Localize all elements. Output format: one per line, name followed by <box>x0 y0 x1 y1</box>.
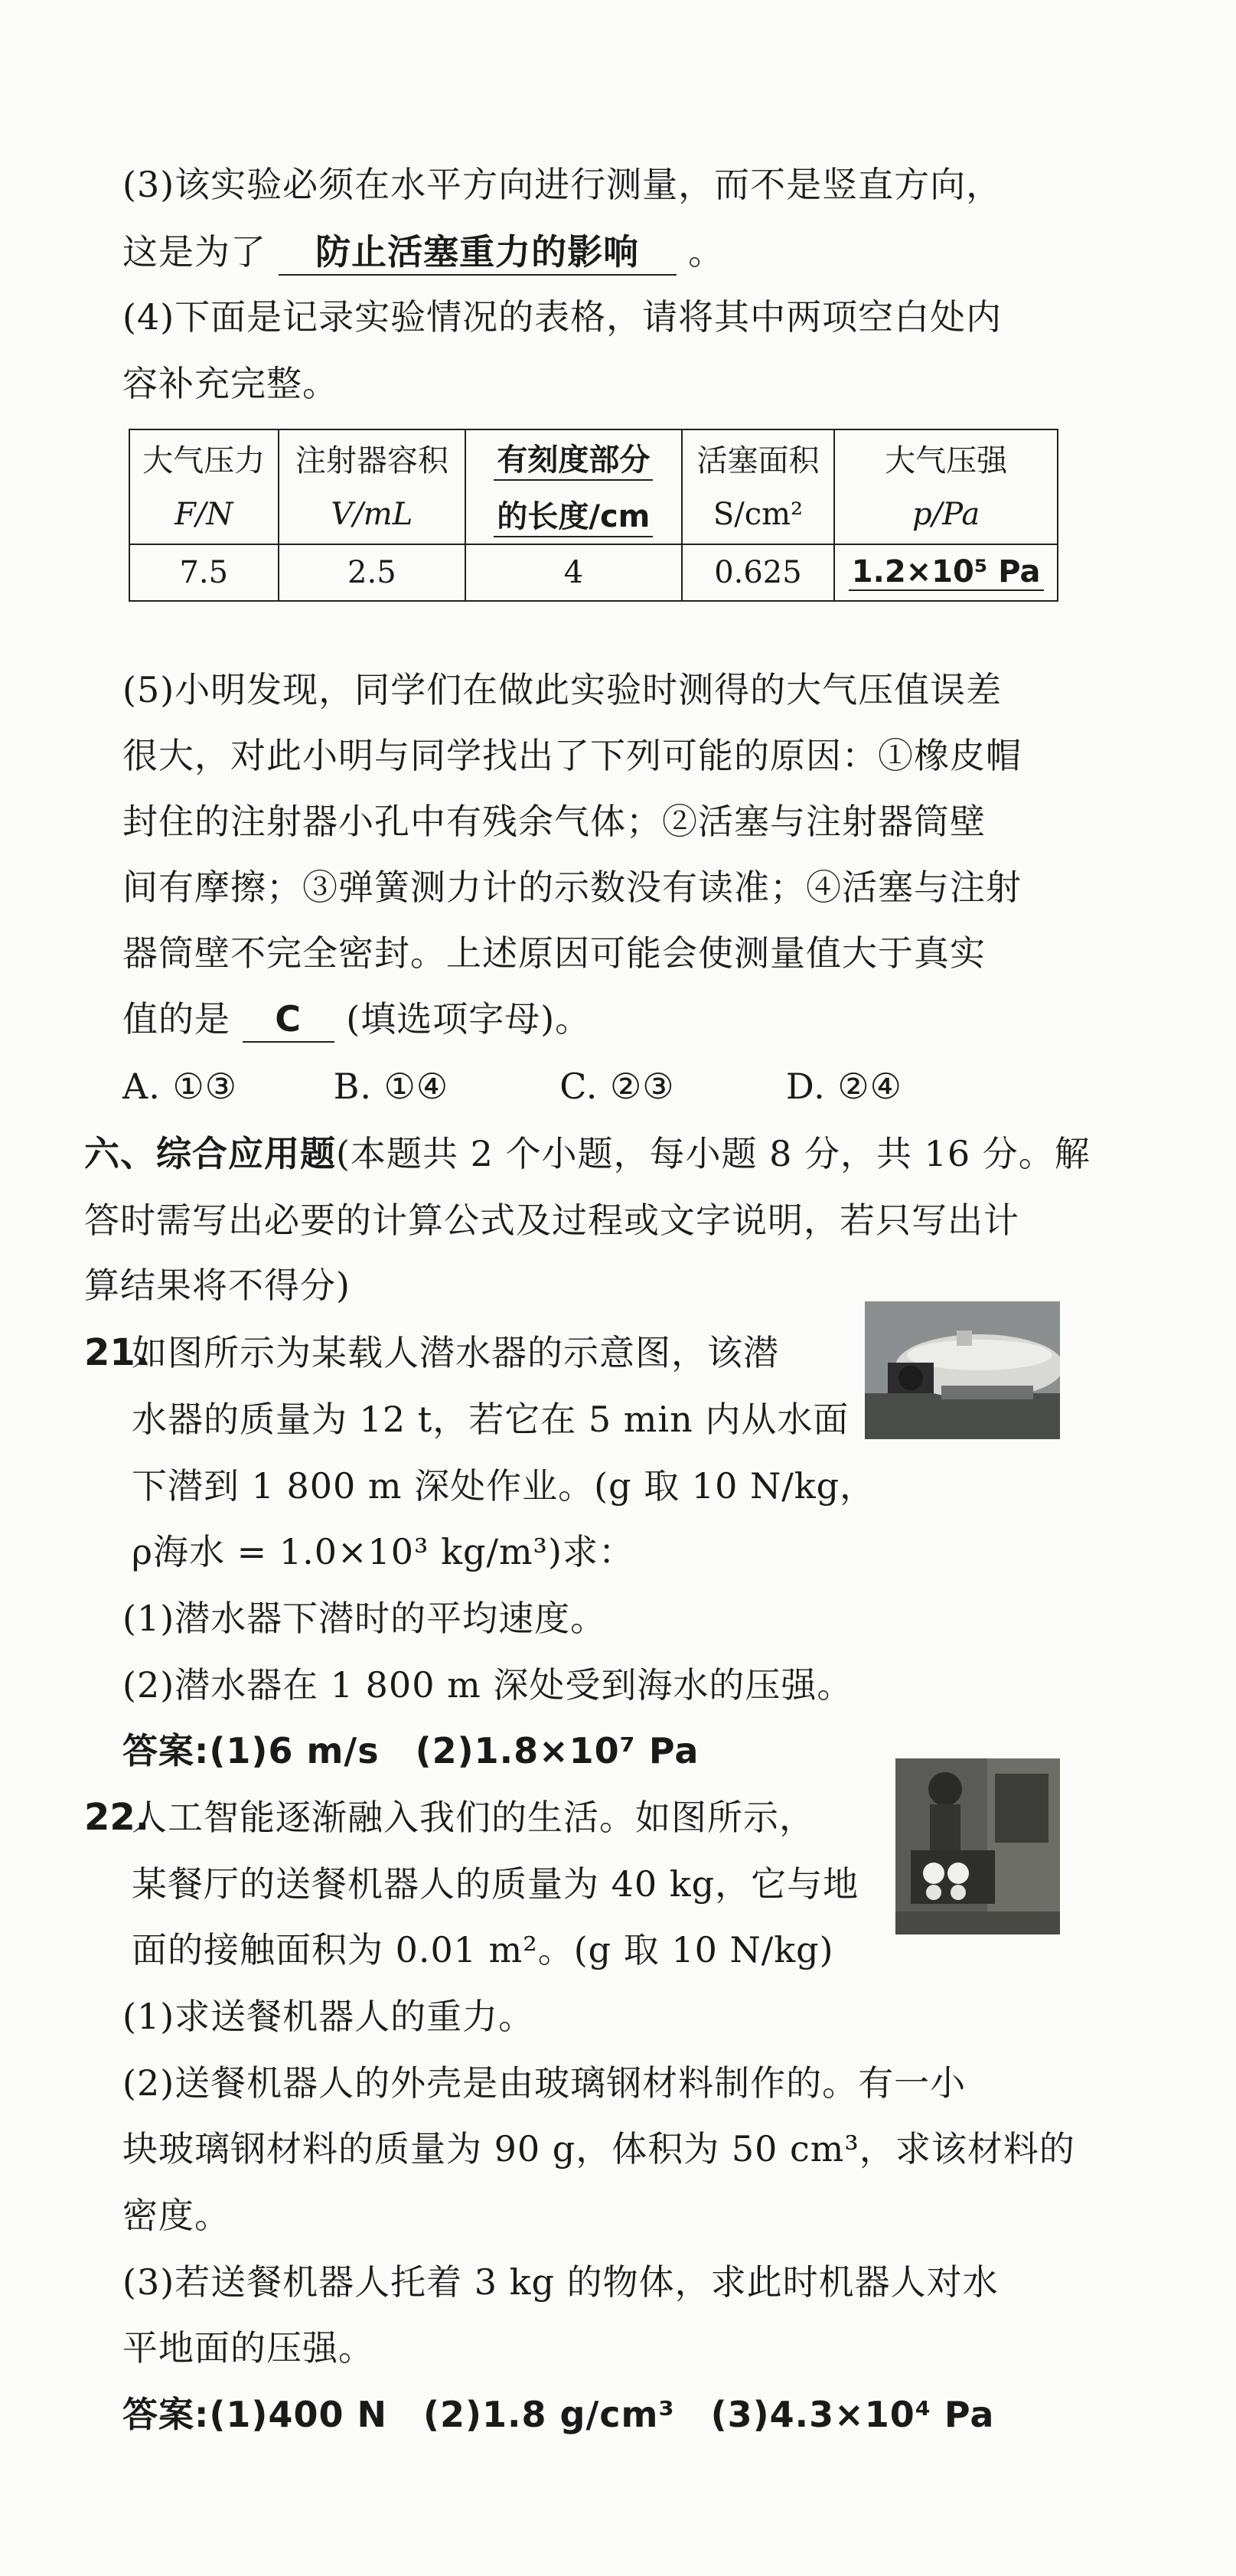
table-header-cell: 大气压强 <box>834 429 1058 485</box>
delivery-robot-illustration <box>895 1758 1060 1934</box>
table-header-cell: V/mL <box>279 485 466 544</box>
q21-stem-line: 水器的质量为 12 t，若它在 5 min 内从水面 <box>132 1399 850 1440</box>
q20-part5-line: 很大，对此小明与同学找出了下列可能的原因：①橡皮帽 <box>122 735 1022 776</box>
submersible-illustration <box>865 1301 1060 1439</box>
table-header-cell: F/N <box>129 485 279 544</box>
q22-sub2-line: 密度。 <box>122 2195 230 2236</box>
table-header-cell <box>465 429 681 485</box>
q22-sub1: (1)求送餐机器人的重力。 <box>122 1996 535 2037</box>
q20-part3-suffix: 。 <box>688 231 725 273</box>
table-header-cell: p/Pa <box>834 485 1058 544</box>
q22-answer: 答案:(1)400 N (2)1.8 g/cm³ (3)4.3×10⁴ Pa <box>122 2394 995 2435</box>
q20-part4-line2: 容补充完整。 <box>122 363 338 404</box>
q22-stem-line: 某餐厅的送餐机器人的质量为 40 kg，它与地 <box>132 1863 859 1905</box>
section6-header <box>84 1131 1091 1176</box>
table-header-cell: 大气压力 <box>129 429 279 485</box>
q21-answer: 答案:(1)6 m/s (2)1.8×10⁷ Pa <box>122 1730 700 1771</box>
q21-sub2: (2)潜水器在 1 800 m 深处受到海水的压强。 <box>122 1664 853 1706</box>
section6-desc-line: 答时需写出必要的计算公式及过程或文字说明，若只写出计 <box>84 1200 1019 1241</box>
q20-part3-prefix: 这是为了 <box>122 231 266 273</box>
table-cell: 7.5 <box>129 544 279 601</box>
q21-sub1: (1)潜水器下潜时的平均速度。 <box>122 1598 607 1639</box>
q20-part3-answer-blank: 防止活塞重力的影响 <box>279 230 677 276</box>
q22-sub2-line: 块玻璃钢材料的质量为 90 g，体积为 50 cm³，求该材料的 <box>122 2128 1075 2170</box>
q22-stem-line: 人工智能逐渐融入我们的生活。如图所示， <box>132 1797 815 1838</box>
table-filled-blank: 1.2×10⁵ Pa <box>849 554 1044 591</box>
experiment-record-table <box>129 429 1058 602</box>
q21-number: 21. <box>84 1331 150 1374</box>
option-a: A. ①③ <box>122 1066 237 1107</box>
table-header-filled-blank: 有刻度部分 <box>494 436 653 481</box>
table-cell: 4 <box>465 544 681 601</box>
table-header-row-1 <box>129 429 1058 485</box>
q20-part5-prefix: 值的是 <box>122 998 230 1040</box>
q21-stem-line: ρ海水 = 1.0×10³ kg/m³)求： <box>132 1531 634 1572</box>
submersible-photo <box>865 1301 1060 1439</box>
q21-stem-line: 如图所示为某载人潜水器的示意图，该潜 <box>132 1332 779 1373</box>
table-cell: 0.625 <box>682 544 835 601</box>
q21-stem-line: 下潜到 1 800 m 深处作业。(g 取 10 N/kg， <box>132 1465 876 1507</box>
q20-part5-line: 间有摩擦；③弹簧测力计的示数没有读准；④活塞与注射 <box>122 867 1022 908</box>
table-row <box>129 544 1058 601</box>
delivery-robot-photo <box>895 1758 1060 1934</box>
q22-sub3-line: 平地面的压强。 <box>122 2327 374 2369</box>
q22-stem-line: 面的接触面积为 0.01 m²。(g 取 10 N/kg) <box>132 1929 834 1970</box>
q22-number: 22. <box>84 1796 150 1839</box>
option-c: C. ②③ <box>559 1066 675 1107</box>
q20-part3-line1: (3)该实验必须在水平方向进行测量，而不是竖直方向， <box>122 164 1003 205</box>
q20-options <box>122 1064 985 1108</box>
q20-part5-line: 封住的注射器小孔中有残余气体；②活塞与注射器筒壁 <box>122 801 986 842</box>
table-header-row-2 <box>129 485 1058 544</box>
q20-part5-line: (5)小明发现，同学们在做此实验时测得的大气压值误差 <box>122 669 1003 710</box>
q20-part5-line: 器筒壁不完全密封。上述原因可能会使测量值大于真实 <box>122 932 986 974</box>
table-header-cell <box>465 485 681 544</box>
table-header-filled-blank: 的长度/cm <box>494 492 653 537</box>
option-b: B. ①④ <box>333 1066 449 1107</box>
section6-desc-line: 算结果将不得分) <box>84 1265 351 1306</box>
q22-sub2-line: (2)送餐机器人的外壳是由玻璃钢材料制作的。有一小 <box>122 2062 967 2104</box>
table-header-cell: 注射器容积 <box>279 429 466 485</box>
q22-sub3-line: (3)若送餐机器人托着 3 kg 的物体，求此时机器人对水 <box>122 2261 999 2303</box>
section6-desc: (本题共 2 个小题，每小题 8 分，共 16 分。解 <box>336 1133 1091 1174</box>
table-cell: 2.5 <box>279 544 466 601</box>
section6-title: 六、综合应用题 <box>84 1133 336 1174</box>
q20-part5-suffix: (填选项字母)。 <box>346 998 592 1040</box>
table-cell <box>834 544 1058 601</box>
q20-part5-last-line <box>122 997 591 1043</box>
q20-part4-line1: (4)下面是记录实验情况的表格，请将其中两项空白处内 <box>122 296 1003 338</box>
table-header-cell: 活塞面积 <box>682 429 835 485</box>
q20-part3-line2 <box>122 230 724 276</box>
option-d: D. ②④ <box>785 1066 902 1107</box>
q20-part5-answer-blank: C <box>243 997 334 1043</box>
table-header-cell: S/cm² <box>682 485 835 544</box>
